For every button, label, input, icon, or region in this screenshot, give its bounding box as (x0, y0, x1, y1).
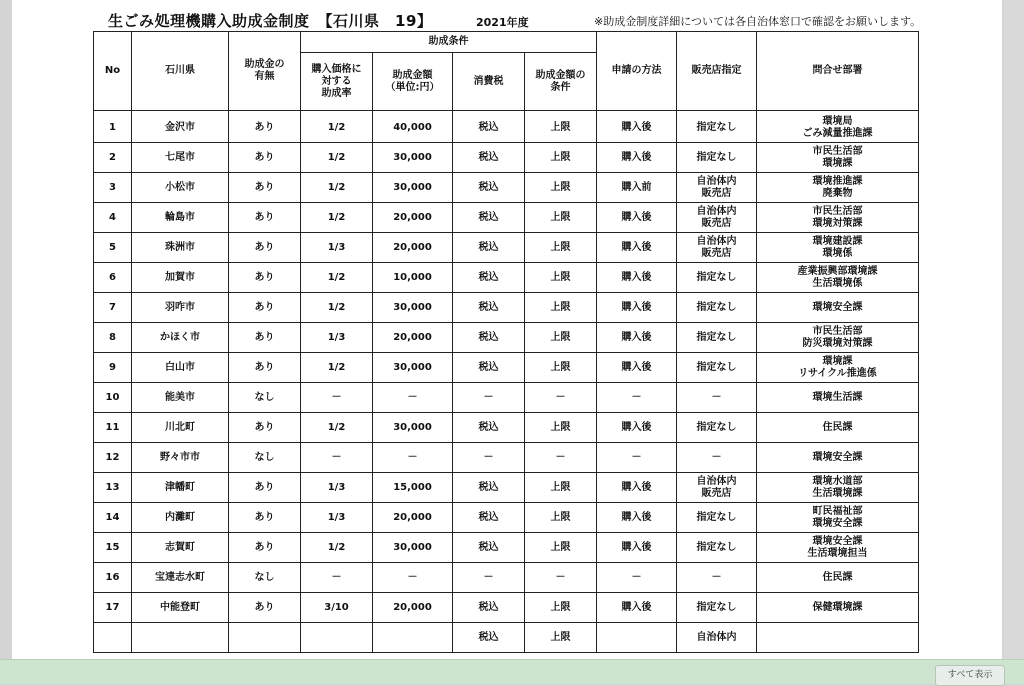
subsidy-availability: あり (229, 353, 301, 383)
subsidy-availability: あり (229, 413, 301, 443)
city-name: 羽咋市 (132, 293, 229, 323)
store-designation: 指定なし (677, 503, 757, 533)
table-row (94, 533, 919, 563)
city-name: 中能登町 (132, 593, 229, 623)
subsidy-rate: 1/3 (301, 503, 373, 533)
city-name: 七尾市 (132, 143, 229, 173)
row-no: 7 (94, 293, 132, 323)
fiscal-year: 2021年度 (476, 16, 529, 29)
subsidy-availability: あり (229, 323, 301, 353)
store-designation: － (677, 383, 757, 413)
subsidy-amount: 30,000 (373, 353, 453, 383)
header-application-method: 申請の方法 (597, 32, 677, 111)
subsidy-rate (301, 623, 373, 653)
table-row (94, 503, 919, 533)
contact-department: 産業振興部環境課 生活環境係 (757, 263, 919, 293)
amount-condition: 上限 (525, 533, 597, 563)
row-no: 1 (94, 111, 132, 143)
subsidy-availability: あり (229, 263, 301, 293)
row-no: 10 (94, 383, 132, 413)
contact-department: 環境課 リサイクル推進係 (757, 353, 919, 383)
header-rate: 購入価格に 対する 助成率 (301, 53, 373, 111)
contact-department (757, 623, 919, 653)
application-method: 購入後 (597, 503, 677, 533)
subsidy-amount: 20,000 (373, 323, 453, 353)
city-name: 小松市 (132, 173, 229, 203)
row-no: 3 (94, 173, 132, 203)
table-row (94, 353, 919, 383)
city-name: 能美市 (132, 383, 229, 413)
amount-condition: 上限 (525, 503, 597, 533)
row-no: 12 (94, 443, 132, 473)
store-designation: 指定なし (677, 323, 757, 353)
subsidy-amount: － (373, 563, 453, 593)
tax-type: 税込 (453, 203, 525, 233)
table-row (94, 563, 919, 593)
subsidy-rate: － (301, 443, 373, 473)
application-method: 購入後 (597, 111, 677, 143)
subsidy-rate: 3/10 (301, 593, 373, 623)
contact-department: 市民生活部 環境課 (757, 143, 919, 173)
contact-department: 環境安全課 (757, 443, 919, 473)
row-no: 8 (94, 323, 132, 353)
tax-type: 税込 (453, 323, 525, 353)
application-method (597, 623, 677, 653)
subsidy-availability: あり (229, 293, 301, 323)
download-bar (0, 659, 1024, 684)
application-method: 購入前 (597, 173, 677, 203)
contact-department: 環境生活課 (757, 383, 919, 413)
subsidy-rate: 1/2 (301, 263, 373, 293)
contact-department: 環境安全課 生活環境担当 (757, 533, 919, 563)
row-no (94, 623, 132, 653)
subsidy-availability: あり (229, 111, 301, 143)
row-no: 2 (94, 143, 132, 173)
header-prefecture: 石川県 (132, 32, 229, 111)
table-row (94, 111, 919, 143)
amount-condition: 上限 (525, 323, 597, 353)
header-store-designation: 販売店指定 (677, 32, 757, 111)
amount-condition: － (525, 383, 597, 413)
store-designation: 自治体内 販売店 (677, 233, 757, 263)
amount-condition: 上限 (525, 173, 597, 203)
application-method: 購入後 (597, 533, 677, 563)
subsidy-availability (229, 623, 301, 653)
amount-condition: 上限 (525, 263, 597, 293)
contact-department: 住民課 (757, 563, 919, 593)
row-no: 14 (94, 503, 132, 533)
table-body (94, 111, 919, 653)
city-name: 金沢市 (132, 111, 229, 143)
subsidy-availability: なし (229, 563, 301, 593)
subsidy-availability: あり (229, 593, 301, 623)
application-method: 購入後 (597, 203, 677, 233)
subsidy-amount (373, 623, 453, 653)
subsidy-amount: 20,000 (373, 503, 453, 533)
tax-type: 税込 (453, 111, 525, 143)
row-no: 4 (94, 203, 132, 233)
table-row (94, 173, 919, 203)
application-method: － (597, 443, 677, 473)
tax-type: 税込 (453, 503, 525, 533)
tax-type: － (453, 563, 525, 593)
city-name: 野々市市 (132, 443, 229, 473)
subsidy-amount: 30,000 (373, 143, 453, 173)
application-method: 購入後 (597, 353, 677, 383)
subsidy-rate: 1/2 (301, 293, 373, 323)
table-row (94, 443, 919, 473)
table-row (94, 263, 919, 293)
amount-condition: 上限 (525, 293, 597, 323)
header-conditions-group: 助成条件 (301, 32, 597, 53)
subsidy-availability: あり (229, 203, 301, 233)
tax-type: － (453, 383, 525, 413)
subsidy-rate: 1/3 (301, 323, 373, 353)
tax-type: 税込 (453, 533, 525, 563)
subsidy-amount: 20,000 (373, 233, 453, 263)
city-name (132, 623, 229, 653)
contact-department: 住民課 (757, 413, 919, 443)
application-method: 購入後 (597, 323, 677, 353)
store-designation: 指定なし (677, 263, 757, 293)
subsidy-availability: あり (229, 503, 301, 533)
city-name: 津幡町 (132, 473, 229, 503)
amount-condition: 上限 (525, 203, 597, 233)
application-method: 購入後 (597, 143, 677, 173)
row-no: 16 (94, 563, 132, 593)
city-name: 輪島市 (132, 203, 229, 233)
row-no: 6 (94, 263, 132, 293)
subsidy-rate: 1/2 (301, 173, 373, 203)
contact-department: 環境建設課 環境係 (757, 233, 919, 263)
table-row (94, 473, 919, 503)
subsidy-availability: あり (229, 473, 301, 503)
city-name: 加賀市 (132, 263, 229, 293)
show-all-button[interactable]: すべて表示 (935, 665, 1005, 686)
city-name: 川北町 (132, 413, 229, 443)
store-designation: 自治体内 販売店 (677, 173, 757, 203)
subsidy-rate: 1/2 (301, 413, 373, 443)
application-method: － (597, 383, 677, 413)
table-row (94, 203, 919, 233)
tax-type: 税込 (453, 293, 525, 323)
tax-type: 税込 (453, 263, 525, 293)
subsidy-amount: 15,000 (373, 473, 453, 503)
tax-type: 税込 (453, 623, 525, 653)
subsidy-availability: あり (229, 173, 301, 203)
subsidy-rate: 1/2 (301, 203, 373, 233)
tax-type: 税込 (453, 233, 525, 263)
contact-department: 環境水道部 生活環境課 (757, 473, 919, 503)
table-row (94, 293, 919, 323)
subsidy-amount: 30,000 (373, 293, 453, 323)
disclaimer-note: ※助成金制度詳細については各自治体窓口で確認をお願いします。 (594, 15, 922, 28)
subsidy-availability: あり (229, 233, 301, 263)
subsidy-availability: なし (229, 443, 301, 473)
store-designation: 自治体内 販売店 (677, 473, 757, 503)
header-contact-department: 問合せ部署 (757, 32, 919, 111)
application-method: 購入後 (597, 413, 677, 443)
subsidy-amount: 10,000 (373, 263, 453, 293)
subsidy-rate: 1/2 (301, 143, 373, 173)
subsidy-rate: 1/2 (301, 353, 373, 383)
amount-condition: 上限 (525, 413, 597, 443)
tax-type: 税込 (453, 593, 525, 623)
header-amount: 助成金額 （単位:円） (373, 53, 453, 111)
store-designation: 指定なし (677, 413, 757, 443)
store-designation: 指定なし (677, 143, 757, 173)
table-row (94, 233, 919, 263)
city-name: 志賀町 (132, 533, 229, 563)
row-no: 9 (94, 353, 132, 383)
title-row (108, 10, 938, 32)
amount-condition: 上限 (525, 593, 597, 623)
subsidy-rate: － (301, 563, 373, 593)
table-row (94, 323, 919, 353)
application-method: 購入後 (597, 233, 677, 263)
tax-type: 税込 (453, 413, 525, 443)
amount-condition: 上限 (525, 353, 597, 383)
application-method: 購入後 (597, 293, 677, 323)
table-row (94, 143, 919, 173)
contact-department: 市民生活部 環境対策課 (757, 203, 919, 233)
application-method: 購入後 (597, 473, 677, 503)
subsidy-rate: － (301, 383, 373, 413)
store-designation: 指定なし (677, 111, 757, 143)
tax-type: 税込 (453, 143, 525, 173)
table-row (94, 413, 919, 443)
row-no: 17 (94, 593, 132, 623)
table-row (94, 623, 919, 653)
application-method: 購入後 (597, 263, 677, 293)
store-designation: 自治体内 販売店 (677, 203, 757, 233)
tax-type: － (453, 443, 525, 473)
header-availability: 助成金の 有無 (229, 32, 301, 111)
tax-type: 税込 (453, 173, 525, 203)
application-method: － (597, 563, 677, 593)
subsidy-table (93, 31, 919, 653)
store-designation: 自治体内 (677, 623, 757, 653)
amount-condition: － (525, 443, 597, 473)
contact-department: 環境局 ごみ減量推進課 (757, 111, 919, 143)
city-name: 珠洲市 (132, 233, 229, 263)
subsidy-amount: 20,000 (373, 593, 453, 623)
subsidy-amount: 30,000 (373, 533, 453, 563)
store-designation: － (677, 563, 757, 593)
subsidy-rate: 1/3 (301, 473, 373, 503)
store-designation: － (677, 443, 757, 473)
tax-type: 税込 (453, 353, 525, 383)
header-amount-condition: 助成金額の 条件 (525, 53, 597, 111)
city-name: 白山市 (132, 353, 229, 383)
city-name: 内灘町 (132, 503, 229, 533)
contact-department: 市民生活部 防災環境対策課 (757, 323, 919, 353)
subsidy-amount: － (373, 443, 453, 473)
store-designation: 指定なし (677, 593, 757, 623)
subsidy-availability: なし (229, 383, 301, 413)
contact-department: 環境安全課 (757, 293, 919, 323)
table-row (94, 593, 919, 623)
amount-condition: 上限 (525, 111, 597, 143)
table-row (94, 383, 919, 413)
subsidy-rate: 1/3 (301, 233, 373, 263)
header-tax: 消費税 (453, 53, 525, 111)
row-no: 15 (94, 533, 132, 563)
contact-department: 環境推進課 廃棄物 (757, 173, 919, 203)
header-no: No (94, 32, 132, 111)
subsidy-amount: － (373, 383, 453, 413)
city-name: かほく市 (132, 323, 229, 353)
subsidy-amount: 30,000 (373, 173, 453, 203)
amount-condition: － (525, 563, 597, 593)
amount-condition: 上限 (525, 623, 597, 653)
subsidy-amount: 40,000 (373, 111, 453, 143)
contact-department: 保健環境課 (757, 593, 919, 623)
subsidy-availability: あり (229, 533, 301, 563)
subsidy-amount: 20,000 (373, 203, 453, 233)
amount-condition: 上限 (525, 473, 597, 503)
row-no: 11 (94, 413, 132, 443)
store-designation: 指定なし (677, 533, 757, 563)
scrollbar-track[interactable] (1004, 0, 1024, 659)
subsidy-rate: 1/2 (301, 533, 373, 563)
subsidy-rate: 1/2 (301, 111, 373, 143)
city-name: 宝達志水町 (132, 563, 229, 593)
store-designation: 指定なし (677, 353, 757, 383)
tax-type: 税込 (453, 473, 525, 503)
row-no: 5 (94, 233, 132, 263)
document-title: 生ごみ処理機購入助成金制度 【石川県 19】 (108, 12, 433, 30)
store-designation: 指定なし (677, 293, 757, 323)
contact-department: 町民福祉部 環境安全課 (757, 503, 919, 533)
row-no: 13 (94, 473, 132, 503)
subsidy-availability: あり (229, 143, 301, 173)
amount-condition: 上限 (525, 233, 597, 263)
application-method: 購入後 (597, 593, 677, 623)
subsidy-amount: 30,000 (373, 413, 453, 443)
amount-condition: 上限 (525, 143, 597, 173)
